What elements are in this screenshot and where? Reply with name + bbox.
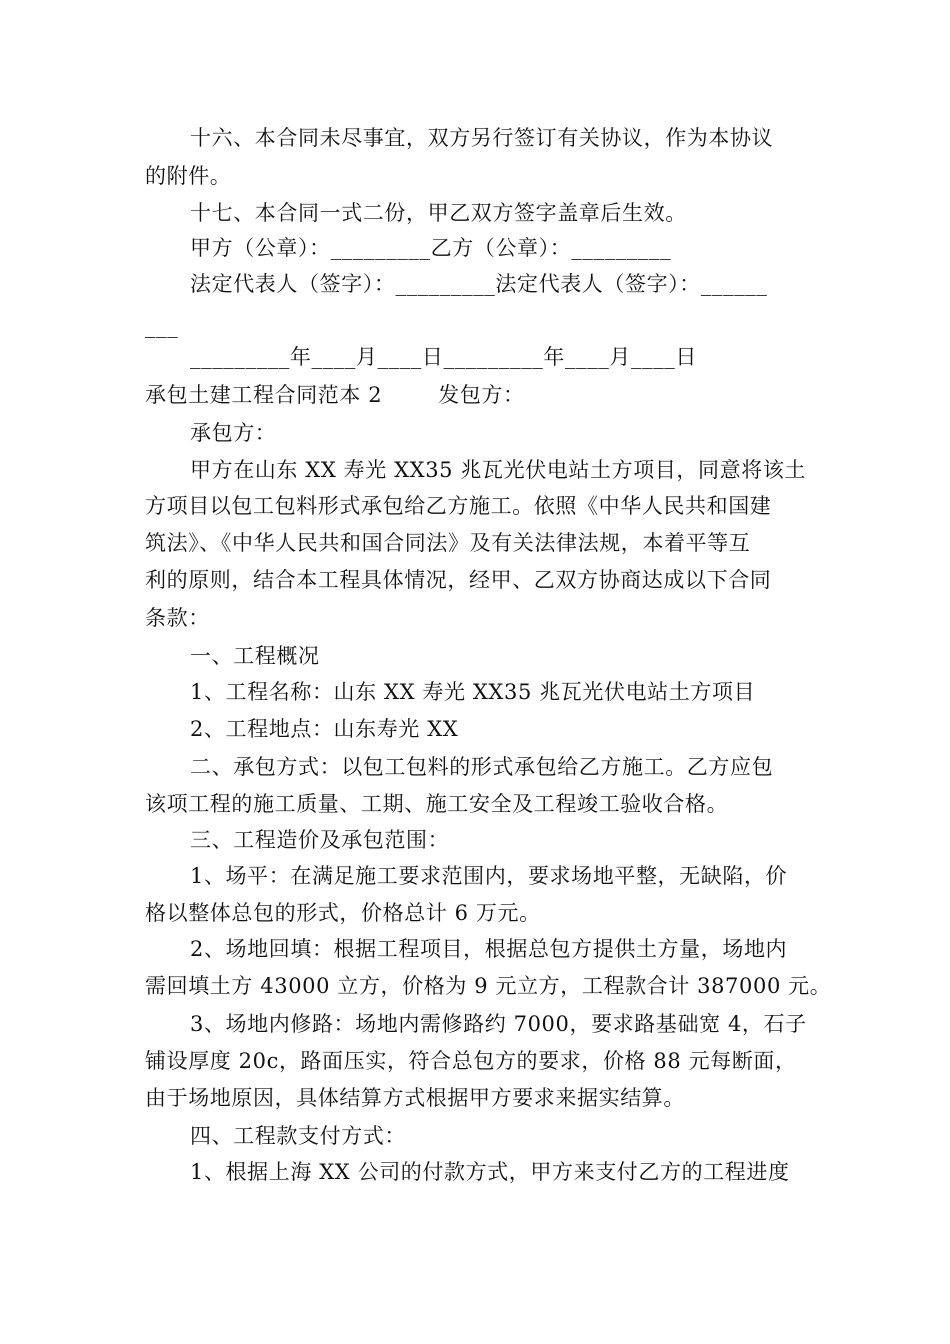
project-name: 1、工程名称：山东 XX 寿光 XX35 兆瓦光伏电站土方项目 [190,680,756,704]
section-4-heading: 四、工程款支付方式： [190,1124,406,1148]
signature-representative-continuation: ___ [145,314,179,338]
road-line-2: 铺设厚度 20c，路面压实，符合总包方的要求，价格 88 元每断面， [145,1049,797,1073]
backfill-line-1: 2、场地回填：根据工程项目，根据总包方提供土方量，场地内 [190,937,788,961]
section-1-heading: 一、工程概况 [190,644,320,668]
preamble-line-1: 甲方在山东 XX 寿光 XX35 兆瓦光伏电站土方项目，同意将该土 [190,458,807,482]
contract-title-line [145,381,815,409]
road-line-1: 3、场地内修路：场地内需修路约 7000，要求路基础宽 4，石子 [190,1012,807,1036]
preamble-line-4: 利的原则，结合本工程具体情况，经甲、乙双方协商达成以下合同 [145,568,772,592]
road-line-3: 由于场地原因，具体结算方式根据甲方要求来据实结算。 [145,1086,685,1110]
contract-title: 承包土建工程合同范本 2 [145,383,383,407]
payment-line-1: 1、根据上海 XX 公司的付款方式，甲方来支付乙方的工程进度 [190,1160,790,1184]
signature-representative-line: 法定代表人（签字）：_________法定代表人（签字）：______ [190,272,768,296]
signature-seal-line: 甲方（公章）：_________乙方（公章）：_________ [190,236,672,260]
preamble-line-5: 条款： [145,606,210,630]
section-2-line-1: 二、承包方式：以包工包料的形式承包给乙方施工。乙方应包 [190,755,774,779]
section-2-line-2: 该项工程的施工质量、工期、施工安全及工程竣工验收合格。 [145,792,729,816]
backfill-line-2: 需回填土方 43000 立方，价格为 9 元立方，工程款合计 387000 元。 [145,974,832,998]
contractor-label: 承包方： [190,421,277,445]
section-3-heading: 三、工程造价及承包范围： [190,828,450,852]
preamble-line-3: 筑法》、《中华人民共和国合同法》及有关法律法规，本着平等互 [145,531,751,555]
clause-16-line-2: 的附件。 [145,164,232,188]
clause-17: 十七、本合同一式二份，甲乙双方签字盖章后生效。 [190,201,687,225]
clause-16-line-1: 十六、本合同未尽事宜，双方另行签订有关协议，作为本协议 [190,126,774,150]
site-leveling-line-1: 1、场平：在满足施工要求范围内，要求场地平整，无缺陷，价 [190,864,788,888]
site-leveling-line-2: 格以整体总包的形式，价格总计 6 万元。 [145,901,541,925]
employer-label: 发包方： [438,383,525,407]
project-location: 2、工程地点：山东寿光 XX [190,717,459,741]
preamble-line-2: 方项目以包工包料形式承包给乙方施工。依照《中华人民共和国建 [145,494,772,518]
signature-date-line: _________年____月____日_________年____月____日 [190,345,697,369]
